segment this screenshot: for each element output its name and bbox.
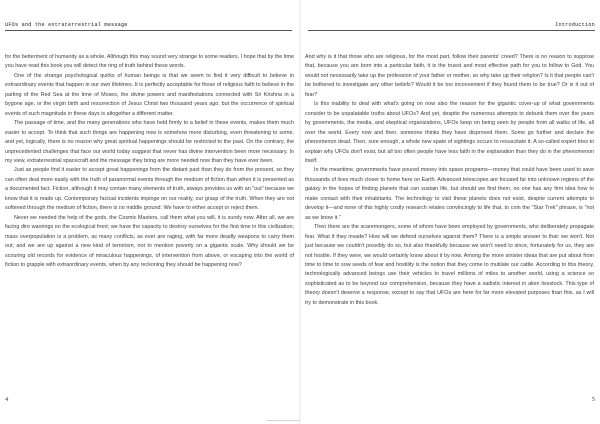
running-head: Introduction (555, 22, 595, 28)
paragraph: for the betterment of humanity as a whole. Although this may sound very strange to some readers, I hope that by the time you have read this book you will detect the ring of truth behind these words. (5, 54, 294, 70)
scroll-indicator (266, 420, 300, 421)
page-number: 5 (591, 396, 595, 403)
header-rule (5, 30, 292, 31)
paragraph: In the meantime, governments have poured money into space programs—money that could have been used to save thousands of lives much closer to home here on Earth. Advanced telescopes are focused far into unknown regions of the galaxy in the hopes of finding planets that can sustain life, but should we find them, no one has any firm idea how to make contact with their inhabitants. The technology to visit these planets does not exist, despite current attempts to develop it—and none of this highly costly research relates convincingly to life that, to coin the "Star Trek" phrase, is "not as we know it." (305, 167, 594, 221)
paragraph: And why is it that those who are religious, for the most part, follow their parents' creed? There is no reason to suppose that, because you are born into a particular faith, it is the truest and most effective path for you to follow to God. You would not necessarily take up the profession of your father or mother, so why take up their religion? Is it that people can't be bothered to investigate any other beliefs? Would it be too inconvenient if they found them to be true? Or is it out of fear? (305, 54, 594, 98)
right-page (300, 0, 600, 424)
paragraph: Then there are the scaremongers, some of whom have been employed by governments, who deliberately propagate fear. What if they invade? How will we defend ourselves against them? There is a simple answer to that: we won't. Not just because we couldn't possibly do so, but also thankfully because we won't need to since, fortunately for us, they are not hostile. If they were, we would certainly know about it by now. Among the more sinister ideas that are put about from time to time to sow seeds of fear and hostility is the notion that they come to mutilate our cattle. According to this theory, technologically advanced beings use their vehicles to travel millions of miles to another world, using a science so sophisticated as to be beyond our comprehension, because they have a sadistic interest in alien livestock. This type of theory doesn't deserve a response, except to say that UFOs are here for far more elevated purposes than this, as I will try to demonstrate in this book. (305, 224, 594, 306)
paragraph: Just as people find it easier to accept great happenings from the distant past than they do from the present, so they can often deal more easily with the truth of paranormal events through the medium of fiction than when it is presented as a documented fact. Fiction, although it may contain many elements of truth, always provides us with an "out" because we know that it is made up. Contemporary factual incidents impinge on our reality, our grasp of the truth. When they are not softened through the medium of fiction, there is no middle ground. We have to either accept or reject them. (5, 167, 294, 212)
paragraph: One of the strange psychological quirks of human beings is that we seem to find it very difficult to believe in extraordinary events that happen in our own lifetimes. It is perfectly acceptable for those of religious faith to believe in the parting of the Red Sea at the time of Moses, the divine powers and manifestations connected with Sri Krishna in a bygone age, or the virgin birth and resurrection of Jesus Christ two thousand years ago; but the occurrence of spiritual events of such magnitude in these days is altogether a different matter. (5, 72, 294, 117)
running-head: UFOs and the extraterrestrial message (5, 22, 128, 28)
body-text (305, 53, 594, 364)
paragraph: The passage of time, and the many generations who have held firmly to a belief in these events, makes them much easier to accept. To think that such things are happening now is somehow more disturbing, even threatening to some, and yet, logically, there is no reason why great spiritual happenings should be restricted to the past. On the contrary, the unprecedented challenges that face our world today suggest that never has divine intervention been more necessary. In my view, extraterrestrial spacecraft and the message they bring are more needed now than they have ever been. (5, 120, 294, 164)
page-number: 4 (5, 396, 9, 403)
paragraph: Never we needed the help of the gods, the Cosmic Masters, call them what you will, it is surely now. After all, we are facing dire warnings on the ecological front; we have the capacity to destroy ourselves for the first time in this civilization; mass overpopulation is a problem, as many conflicts, as ever are raging, with far more deadly weapons to carry them out; and we are up against a new kind of terrorism, not to mention poverty on a gigantic scale. Why should we be scouring old records for evidence of miraculous happenings, of intervention from above, or escaping into the world of fiction to grapple with extraordinary events, when by any reckoning they should be happening now? (5, 214, 294, 268)
paragraph: Is this inability to deal with what's going on now also the reason for the gigantic cover-up of what governments consider to be unpalatable truths about UFOs? And yet, despite the numerous attempts to debunk them over the years by governments, the media, and skeptical organizations, UFOs keep on being seen by people from all walks of life, all over the world. Every now and then, someone thinks they have disproved them. Some go further and declare the phenomenon dead. Then, sure enough, a whole new spate of sightings occurs to resuscitate it. A so-called expert tries to explain why UFOs don't exist, but all too often people have less faith in the explanation than they do in the phenomenon itself. (305, 101, 594, 164)
header-rule (308, 30, 595, 31)
body-text (5, 53, 294, 364)
